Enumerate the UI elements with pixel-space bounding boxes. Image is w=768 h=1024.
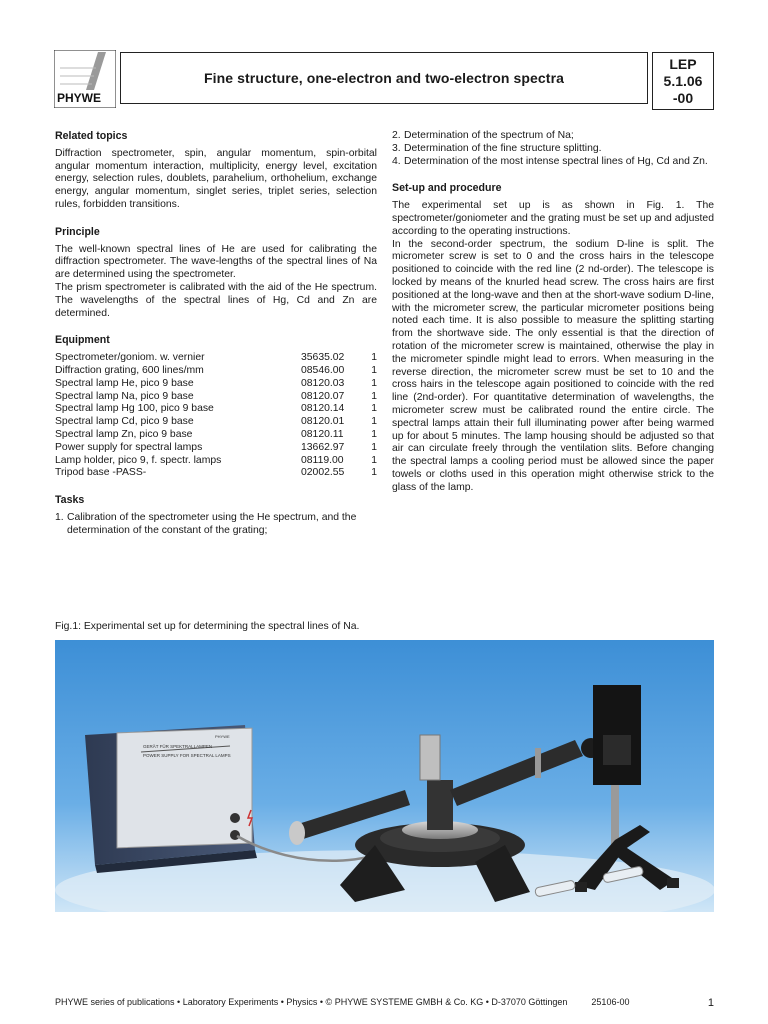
page-footer: [55, 997, 714, 1009]
title-box: [120, 52, 648, 104]
equipment-row: [55, 378, 377, 391]
code-line-2: 5.1.06: [663, 72, 703, 89]
equipment-row: [55, 403, 377, 416]
tasks-list-left: [55, 512, 377, 538]
task-text: Calibration of the spectrometer using the He spectrum, and the determination of the constant of the grating;: [67, 511, 357, 536]
task-number: 2.: [392, 130, 401, 141]
equipment-name: Tripod base -PASS-: [55, 467, 147, 479]
grating-holder: [420, 735, 440, 780]
task-item: [392, 130, 714, 143]
equipment-qty: 1: [371, 352, 377, 364]
equipment-number: 08120.01: [301, 416, 345, 428]
principle-paragraph-1: The well-known spectral lines of He are used for calibrating the diffraction spectrometer. The wave-lengths of the spectral lines of Na are determined using the spectrometer.: [55, 243, 377, 281]
equipment-name: Spectral lamp He, pico 9 base: [55, 377, 194, 389]
equipment-row: [55, 352, 377, 365]
phywe-logo: [54, 50, 116, 108]
principle-heading: Principle: [55, 225, 100, 238]
experiment-photo: [55, 640, 714, 912]
related-topics-section: [55, 130, 377, 212]
equipment-number: 08120.03: [301, 377, 345, 389]
task-text: Determination of the spectrum of Na;: [404, 130, 574, 141]
equipment-qty: 1: [371, 428, 377, 440]
equipment-section: [55, 334, 377, 480]
power-label-2: POWER SUPPLY FOR SPECTRAL LAMPS: [143, 753, 231, 758]
equipment-name: Spectrometer/goniom. w. vernier: [55, 352, 205, 364]
equipment-qty: 1: [371, 441, 377, 453]
related-topics-heading: Related topics: [55, 130, 128, 142]
equipment-qty: 1: [371, 390, 377, 402]
setup-paragraph-2: In the second-order spectrum, the sodium D-line is split. The micrometer screw is set to 0 and the cross hairs in the telescope positioned to coincide with the red line (2 nd-order). The telescope is locked by means of the knurled head screw. The cross hairs are first positioned at the long-wave and then at the short-wave sodium D-line, with the micrometer screw, the particular micrometer positions being noted each time. It is also possible to measure the splitting starting from the shortwave side. The only essential is that the direction of rotation of the micrometer screw is maintained, otherwise the play in the micrometer spindle might lead to errors. When measuring in the reverse direction, the micrometer screw must be set to 10 and the cross hairs in the telescope again positioned to coincide with the red line (2nd-order). For quantitative determination of wavelengths, the micrometer screw must be calibrated round the entire circle. The spectral lamps attain their full illuminating power after being warmed up for about 5 minutes. The lamp housing should be adjusted so that air can circulate freely through the ventilation slits. Before changing the spectral lamps a cooling period must be allowed since the paper towels or cloths used in this operation might otherwise strick to the glass of the lamp.: [392, 238, 714, 493]
equipment-number: 08119.00: [301, 454, 344, 466]
spectrometer-illustration: [55, 640, 714, 912]
equipment-row: [55, 416, 377, 429]
task-number: 3.: [392, 142, 401, 154]
setup-section: [392, 182, 714, 494]
equipment-row: [55, 455, 377, 468]
task-item: [392, 156, 714, 169]
setup-paragraph-1: The experimental set up is as shown in Fig. 1. The spectrometer/goniometer and the grating must be set up and adjusted according to the operating instructions.: [392, 200, 714, 237]
equipment-row: [55, 391, 377, 404]
equipment-number: 08546.00: [301, 364, 345, 376]
equipment-name: Diffraction grating, 600 lines/mm: [55, 364, 204, 376]
tasks-list-right: [392, 130, 714, 168]
equipment-name: Lamp holder, pico 9, f. spectr. lamps: [55, 454, 222, 466]
power-brand: PHYWE: [215, 734, 230, 739]
task-item: [392, 143, 714, 156]
equipment-name: Spectral lamp Hg 100, pico 9 base: [55, 403, 214, 415]
task-number: 1.: [55, 511, 64, 523]
tasks-section: [55, 494, 377, 537]
left-column: [55, 130, 377, 552]
code-line-3: -00: [672, 89, 694, 106]
equipment-table: [55, 352, 377, 480]
equipment-qty: 1: [371, 403, 377, 415]
equipment-number: 13662.97: [301, 441, 345, 453]
task-text: Determination of the most intense spectral lines of Hg, Cd and Zn.: [404, 155, 708, 167]
tasks-heading: Tasks: [55, 494, 85, 507]
power-supply-unit: [85, 725, 257, 873]
equipment-number: 08120.14: [301, 403, 345, 415]
related-topics-text: Diffraction spectrometer, spin, angular momentum, spin-orbital angular momentum interaction, multiplicity, energy level, excitation energy, selection rules, doublets, parahelium, orthohelium, exchange energy, angular momentum, singlet series, triplet series, selection rules, forbidden transitions.: [55, 147, 377, 210]
task-text: Determination of the fine structure splitting.: [404, 142, 602, 154]
equipment-name: Spectral lamp Na, pico 9 base: [55, 390, 194, 402]
footer-text: PHYWE series of publications • Laboratory Experiments • Physics • © PHYWE SYSTEME GMBH & Co. KG • D-37070 Göttingen: [55, 997, 568, 1007]
equipment-name: Spectral lamp Zn, pico 9 base: [55, 428, 193, 440]
equipment-row: [55, 365, 377, 378]
equipment-qty: 1: [371, 454, 377, 466]
equipment-qty: 1: [371, 364, 377, 376]
equipment-row: [55, 467, 377, 480]
task-number: 4.: [392, 155, 401, 167]
principle-paragraph-2: The prism spectrometer is calibrated with the aid of the He spectrum. The wavelengths of the spectral lines of Hg, Cd and Zn are determined.: [55, 281, 377, 319]
equipment-heading: Equipment: [55, 334, 110, 347]
principle-section: [55, 226, 377, 321]
right-column: [392, 130, 714, 509]
footer-code: 25106-00: [591, 997, 630, 1007]
page-title: Fine structure, one-electron and two-electron spectra: [203, 70, 565, 86]
task-item: [55, 512, 377, 538]
figure-caption: Fig.1: Experimental set up for determining the spectral lines of Na.: [55, 621, 360, 632]
setup-heading: Set-up and procedure: [392, 182, 502, 195]
page-number: 1: [707, 997, 714, 1009]
equipment-number: 02002.55: [301, 467, 345, 479]
equipment-number: 08120.07: [301, 390, 345, 402]
equipment-name: Spectral lamp Cd, pico 9 base: [55, 416, 194, 428]
equipment-qty: 1: [371, 467, 377, 479]
equipment-name: Power supply for spectral lamps: [55, 441, 203, 453]
equipment-number: 35635.02: [301, 352, 345, 364]
equipment-row: [55, 429, 377, 442]
equipment-number: 08120.11: [301, 428, 344, 440]
tasks-continued: [392, 130, 714, 168]
equipment-qty: 1: [371, 377, 377, 389]
equipment-qty: 1: [371, 416, 377, 428]
logo-text: PHYWE: [57, 91, 102, 105]
code-line-1: LEP: [669, 55, 697, 72]
power-label-1: GERÄT FÜR SPEKTRALLAMPEN: [143, 744, 213, 749]
lep-code-box: [652, 52, 714, 110]
equipment-row: [55, 442, 377, 455]
